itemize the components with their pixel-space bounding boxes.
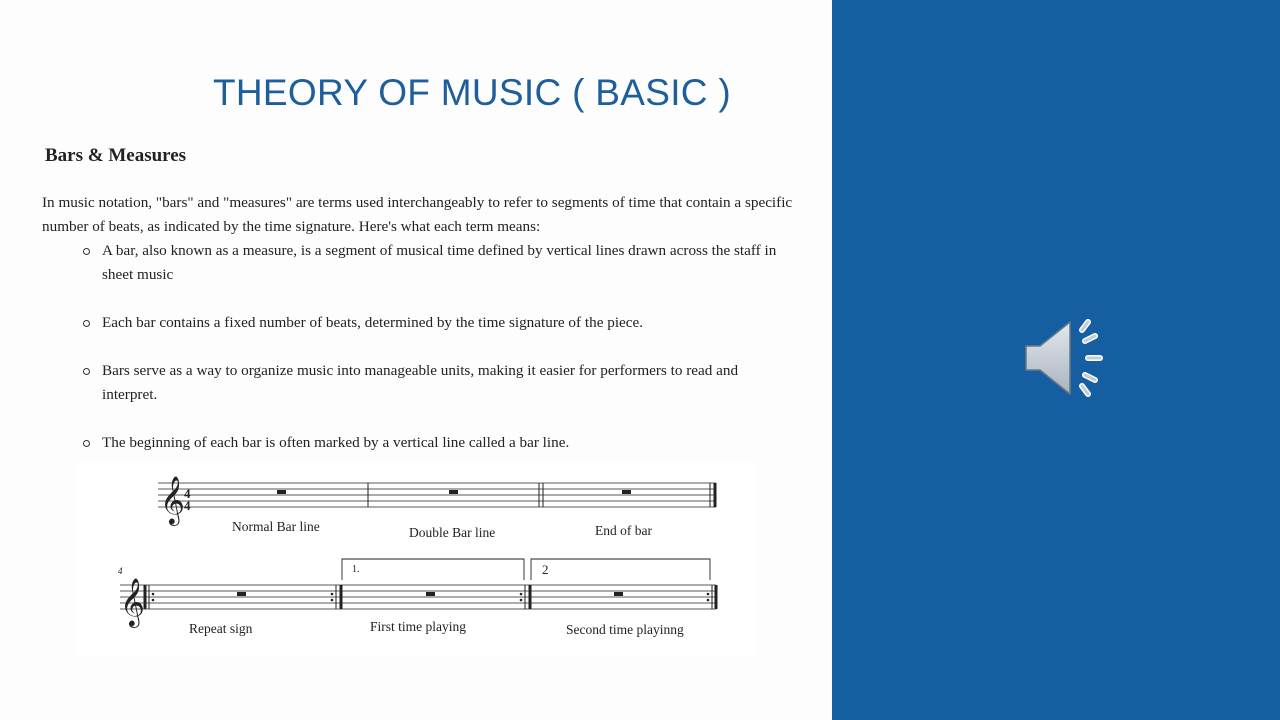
bullet-item — [80, 431, 780, 455]
whole-rest — [622, 490, 631, 494]
repeat-dot — [707, 599, 710, 602]
bullet-circle-icon — [83, 440, 90, 447]
bar-line-notation-figure — [76, 462, 756, 656]
whole-rest — [277, 490, 286, 494]
bullet-circle-icon — [83, 320, 90, 327]
label-first-time-playing: First time playing — [370, 619, 466, 634]
bullet-text: Each bar contains a fixed number of beats, determined by the time signature of the piece. — [102, 314, 644, 331]
measure-number: 4 — [118, 566, 123, 576]
label-repeat-sign: Repeat sign — [189, 621, 253, 636]
repeat-dot — [331, 593, 334, 596]
whole-rest — [237, 592, 246, 596]
second-ending-number: 2 — [542, 562, 549, 577]
second-ending-bracket — [531, 559, 710, 580]
repeat-dot — [707, 593, 710, 596]
bullet-item — [80, 239, 780, 287]
notation-svg — [76, 462, 756, 656]
bullet-circle-icon — [83, 248, 90, 255]
bullet-text: A bar, also known as a measure, is a segment of musical time defined by vertical lines drawn across the staff in sheet music — [102, 242, 777, 283]
repeat-dot — [152, 593, 155, 596]
first-ending-bracket — [342, 559, 524, 580]
audio-speaker-graphic — [1018, 314, 1114, 402]
time-signature-bottom: 4 — [184, 498, 191, 513]
bullet-item — [80, 311, 780, 335]
whole-rest — [449, 490, 458, 494]
time-signature-top: 4 — [184, 486, 191, 501]
label-second-time-playing: Second time playinng — [566, 622, 684, 637]
whole-rest — [614, 592, 623, 596]
sound-wave-bars-fill — [1082, 322, 1100, 394]
label-normal-bar-line: Normal Bar line — [232, 519, 320, 534]
section-heading: Bars & Measures — [45, 145, 187, 166]
slide-title: THEORY OF MUSIC ( BASIC ) — [212, 72, 732, 113]
bullet-text: Bars serve as a way to organize music into manageable units, making it easier for performers to read and interpret. — [102, 362, 739, 403]
treble-clef-icon: 𝄞 — [160, 475, 185, 524]
bullet-circle-icon — [83, 368, 90, 375]
top-staff — [158, 483, 716, 507]
repeat-dot — [152, 599, 155, 602]
repeat-dot — [520, 599, 523, 602]
repeat-dot — [331, 599, 334, 602]
bullet-list — [80, 239, 780, 479]
bottom-staff — [120, 585, 716, 609]
speaker-cone — [1026, 322, 1070, 394]
whole-rest — [426, 592, 435, 596]
first-ending-number: 1. — [352, 564, 360, 575]
label-double-bar-line: Double Bar line — [409, 525, 496, 540]
intro-paragraph: In music notation, "bars" and "measures" are terms used interchangeably to refer to segments of time that contain a specific number of beats, as indicated by the time signature. Here's what each term means: — [42, 194, 793, 235]
speaker-icon[interactable] — [1018, 314, 1114, 402]
bullet-item — [80, 359, 780, 407]
treble-clef-icon: 𝄞 — [120, 577, 145, 626]
bullet-text: The beginning of each bar is often marked by a vertical line called a bar line. — [102, 434, 570, 451]
repeat-dot — [520, 593, 523, 596]
label-end-of-bar: End of bar — [595, 523, 652, 538]
